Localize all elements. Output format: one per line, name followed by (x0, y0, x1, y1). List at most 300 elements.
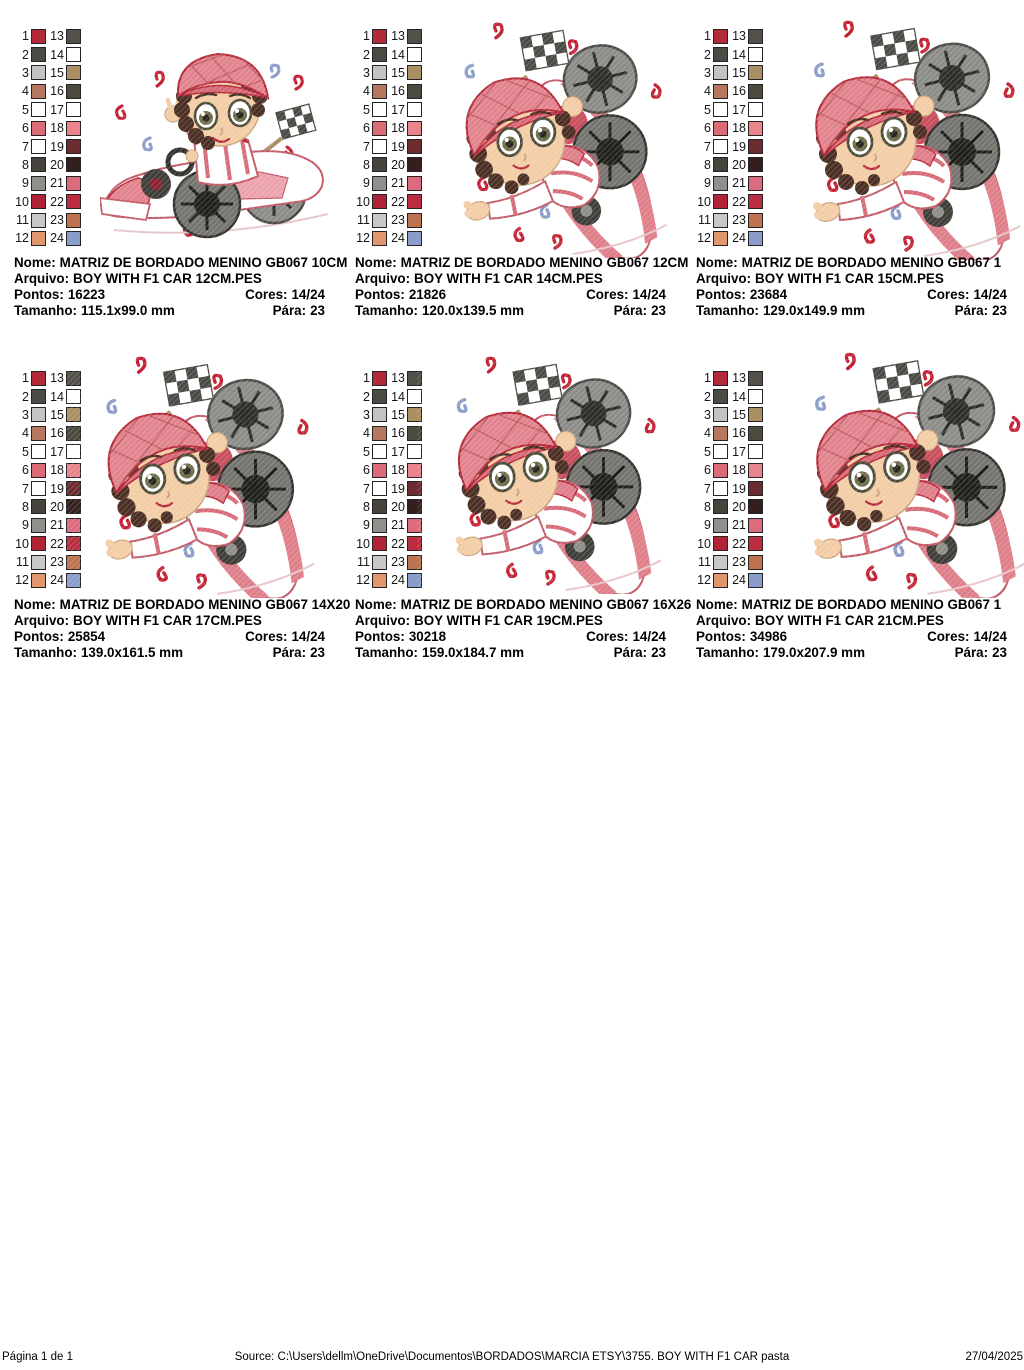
thread-number: 4 (22, 84, 29, 99)
palette-row (696, 27, 763, 45)
thread-number: 9 (363, 518, 370, 533)
thread-swatch (407, 157, 422, 172)
thread-swatch (31, 518, 46, 533)
thread-swatch (31, 47, 46, 62)
thread-swatch (407, 213, 422, 228)
thread-swatch (31, 84, 46, 99)
para-label: Pára: (272, 303, 307, 318)
palette-row (355, 535, 422, 553)
design-name-line (355, 597, 691, 613)
thread-swatch (748, 102, 763, 117)
para-label: Pára: (613, 303, 648, 318)
design-stitches-line (14, 287, 325, 303)
thread-swatch (31, 102, 46, 117)
thread-swatch (713, 102, 728, 117)
thread-swatch (713, 481, 728, 496)
thread-swatch (713, 47, 728, 62)
thread-number: 8 (363, 157, 370, 172)
stops-value: 23 (992, 303, 1007, 318)
thread-swatch (748, 213, 763, 228)
thread-number: 3 (22, 407, 29, 422)
thread-swatch (66, 176, 81, 191)
thread-number: 15 (391, 65, 405, 80)
cores-label: Cores: (586, 287, 629, 302)
thread-number: 17 (391, 102, 405, 117)
thread-swatch (372, 389, 387, 404)
cores-label: Cores: (245, 287, 288, 302)
thread-swatch (407, 29, 422, 44)
thread-swatch (748, 231, 763, 246)
thread-swatch (748, 499, 763, 514)
thread-swatch (31, 371, 46, 386)
thread-number: 23 (732, 555, 746, 570)
thread-swatch (372, 102, 387, 117)
design-name-value: MATRIZ DE BORDADO MENINO GB067 1 (741, 597, 1002, 612)
thread-number: 21 (732, 176, 746, 191)
palette-row (355, 553, 422, 571)
thread-number: 9 (704, 176, 711, 191)
thread-number: 6 (704, 463, 711, 478)
embroidery-design-thumbnail (774, 352, 1024, 598)
para-label: Pára: (613, 645, 648, 660)
tamanho-label: Tamanho: (14, 645, 77, 660)
thread-number: 22 (732, 194, 746, 209)
thread-swatch (372, 371, 387, 386)
tamanho-label: Tamanho: (696, 645, 759, 660)
thread-number: 5 (704, 102, 711, 117)
thread-swatch (713, 176, 728, 191)
thread-number: 13 (391, 29, 405, 44)
nome-label: Nome: (355, 597, 397, 612)
palette-row (355, 174, 422, 192)
thread-number: 15 (732, 407, 746, 422)
design-card (341, 362, 692, 674)
thread-number: 22 (391, 536, 405, 551)
size-value: 139.0x161.5 mm (80, 645, 183, 660)
palette-row (355, 387, 422, 405)
nome-label: Nome: (696, 255, 738, 270)
palette-row (696, 406, 763, 424)
thread-number: 4 (363, 84, 370, 99)
design-size-line (355, 645, 666, 661)
thread-swatch (31, 444, 46, 459)
thread-swatch (31, 176, 46, 191)
thread-number: 14 (732, 389, 746, 404)
thread-swatch (372, 463, 387, 478)
thread-swatch (748, 389, 763, 404)
thread-number: 7 (363, 139, 370, 154)
thread-swatch (713, 29, 728, 44)
design-name-value: MATRIZ DE BORDADO MENINO GB067 1 (741, 255, 1002, 270)
thread-swatch (713, 65, 728, 80)
arquivo-label: Arquivo: (355, 271, 411, 286)
thread-number: 5 (363, 444, 370, 459)
stitch-count-value: 34986 (749, 629, 788, 644)
thread-number: 1 (22, 29, 29, 44)
thread-swatch (31, 194, 46, 209)
thread-number: 14 (50, 389, 64, 404)
thread-number: 2 (363, 47, 370, 62)
thread-number: 24 (391, 573, 405, 588)
palette-row (696, 571, 763, 589)
palette-row (355, 229, 422, 247)
design-name-line (14, 255, 347, 271)
color-count-value: 14/24 (632, 629, 666, 644)
thread-swatch (713, 536, 728, 551)
thread-swatch (407, 47, 422, 62)
cores-label: Cores: (586, 629, 629, 644)
thread-swatch (31, 139, 46, 154)
thread-swatch (407, 65, 422, 80)
thread-swatch (713, 194, 728, 209)
design-card (682, 20, 1023, 332)
thread-swatch (748, 536, 763, 551)
palette-row (355, 443, 422, 461)
thread-swatch (748, 47, 763, 62)
cores-label: Cores: (927, 629, 970, 644)
thread-swatch (31, 231, 46, 246)
stops-value: 23 (651, 303, 666, 318)
design-card (0, 20, 348, 332)
tamanho-label: Tamanho: (14, 303, 77, 318)
design-file-value: BOY WITH F1 CAR 19CM.PES (414, 613, 603, 628)
thread-number: 21 (732, 518, 746, 533)
thread-swatch (748, 65, 763, 80)
palette-row (696, 82, 763, 100)
thread-number: 16 (50, 84, 64, 99)
thread-number: 12 (15, 231, 29, 246)
design-file-line (14, 613, 350, 629)
design-file-line (355, 613, 691, 629)
thread-swatch (372, 121, 387, 136)
thread-number: 17 (50, 102, 64, 117)
palette-row (355, 82, 422, 100)
thread-number: 1 (363, 371, 370, 386)
thread-number: 5 (704, 444, 711, 459)
thread-number: 15 (50, 65, 64, 80)
thread-swatch (713, 213, 728, 228)
design-size-line (696, 645, 1007, 661)
palette-row (14, 211, 81, 229)
thread-number: 17 (50, 444, 64, 459)
thread-number: 10 (697, 536, 711, 551)
thread-number: 15 (50, 407, 64, 422)
palette-row (696, 424, 763, 442)
thread-number: 10 (15, 536, 29, 551)
thread-swatch (372, 499, 387, 514)
design-stitches-line (14, 629, 325, 645)
thread-number: 1 (363, 29, 370, 44)
design-name-line (355, 255, 688, 271)
pontos-label: Pontos: (14, 287, 64, 302)
embroidery-design-thumbnail (100, 44, 332, 239)
thread-number: 13 (732, 371, 746, 386)
thread-number: 8 (704, 499, 711, 514)
thread-swatch (713, 426, 728, 441)
thread-swatch (31, 157, 46, 172)
design-meta (355, 597, 691, 661)
thread-number: 9 (363, 176, 370, 191)
thread-palette (355, 27, 422, 248)
thread-swatch (372, 139, 387, 154)
palette-row (14, 137, 81, 155)
thread-number: 7 (363, 481, 370, 496)
thread-number: 18 (391, 463, 405, 478)
embroidery-design-thumbnail (425, 22, 671, 258)
color-count-value: 14/24 (632, 287, 666, 302)
thread-number: 14 (50, 47, 64, 62)
thread-swatch (713, 444, 728, 459)
thread-number: 24 (50, 573, 64, 588)
thread-swatch (372, 29, 387, 44)
thread-number: 8 (704, 157, 711, 172)
thread-number: 12 (356, 231, 370, 246)
thread-number: 15 (391, 407, 405, 422)
design-file-line (696, 271, 1007, 287)
thread-swatch (31, 463, 46, 478)
thread-swatch (748, 176, 763, 191)
thread-number: 6 (363, 121, 370, 136)
palette-row (696, 211, 763, 229)
page-footer (0, 1351, 1024, 1367)
thread-number: 22 (50, 536, 64, 551)
thread-number: 11 (698, 213, 711, 228)
palette-row (14, 27, 81, 45)
thread-swatch (66, 194, 81, 209)
design-name-value: MATRIZ DE BORDADO MENINO GB067 16X26 (400, 597, 692, 612)
thread-number: 12 (697, 231, 711, 246)
design-file-line (355, 271, 688, 287)
thread-number: 24 (732, 231, 746, 246)
palette-row (696, 156, 763, 174)
stitch-count-value: 25854 (67, 629, 106, 644)
design-stitches-line (355, 629, 666, 645)
size-value: 129.0x149.9 mm (762, 303, 865, 318)
palette-row (14, 101, 81, 119)
thread-number: 11 (16, 555, 29, 570)
color-count-value: 14/24 (973, 629, 1007, 644)
palette-row (355, 156, 422, 174)
thread-swatch (748, 194, 763, 209)
thread-number: 10 (697, 194, 711, 209)
thread-number: 23 (391, 213, 405, 228)
pontos-label: Pontos: (14, 629, 64, 644)
palette-row (696, 516, 763, 534)
thread-swatch (372, 157, 387, 172)
palette-row (355, 571, 422, 589)
palette-row (14, 45, 81, 63)
thread-swatch (31, 29, 46, 44)
thread-number: 15 (732, 65, 746, 80)
thread-swatch (713, 463, 728, 478)
thread-swatch (748, 481, 763, 496)
design-stitches-line (696, 629, 1007, 645)
thread-number: 8 (22, 499, 29, 514)
palette-row (355, 119, 422, 137)
design-file-value: BOY WITH F1 CAR 15CM.PES (755, 271, 944, 286)
palette-row (696, 498, 763, 516)
thread-swatch (748, 555, 763, 570)
design-meta (14, 597, 350, 661)
thread-number: 2 (704, 47, 711, 62)
color-count-value: 14/24 (291, 629, 325, 644)
thread-number: 9 (704, 518, 711, 533)
palette-row (696, 461, 763, 479)
thread-number: 18 (50, 463, 64, 478)
arquivo-label: Arquivo: (696, 271, 752, 286)
palette-row (14, 193, 81, 211)
arquivo-label: Arquivo: (14, 271, 70, 286)
thread-swatch (31, 213, 46, 228)
thread-swatch (713, 139, 728, 154)
thread-swatch (748, 573, 763, 588)
palette-row (696, 119, 763, 137)
stitch-count-value: 30218 (408, 629, 447, 644)
nome-label: Nome: (696, 597, 738, 612)
thread-swatch (713, 84, 728, 99)
thread-number: 16 (732, 426, 746, 441)
thread-number: 1 (704, 371, 711, 386)
thread-number: 2 (22, 47, 29, 62)
nome-label: Nome: (14, 255, 56, 270)
thread-swatch (31, 65, 46, 80)
thread-number: 23 (391, 555, 405, 570)
design-size-line (355, 303, 666, 319)
thread-number: 13 (50, 371, 64, 386)
thread-number: 4 (363, 426, 370, 441)
palette-row (14, 174, 81, 192)
stops-value: 23 (310, 645, 325, 660)
design-file-value: BOY WITH F1 CAR 14CM.PES (414, 271, 603, 286)
stitch-count-value: 21826 (408, 287, 447, 302)
thread-number: 11 (16, 213, 29, 228)
thread-number: 19 (391, 481, 405, 496)
thread-number: 7 (704, 481, 711, 496)
thread-number: 10 (15, 194, 29, 209)
thread-number: 16 (732, 84, 746, 99)
source-path: Source: C:\Users\dellm\OneDrive\Documentos\BORDADOS\MARCIA ETSY\3755. BOY WITH F1 CAR pasta (234, 1351, 790, 1363)
thread-number: 16 (391, 84, 405, 99)
thread-number: 24 (50, 231, 64, 246)
nome-label: Nome: (355, 255, 397, 270)
thread-number: 19 (732, 481, 746, 496)
thread-number: 4 (704, 426, 711, 441)
palette-row (696, 443, 763, 461)
thread-swatch (66, 231, 81, 246)
stitch-count-value: 23684 (749, 287, 788, 302)
thread-number: 20 (50, 157, 64, 172)
design-meta (696, 597, 1007, 661)
thread-number: 21 (50, 518, 64, 533)
thread-swatch (372, 444, 387, 459)
thread-number: 7 (22, 481, 29, 496)
thread-swatch (31, 389, 46, 404)
color-count-value: 14/24 (291, 287, 325, 302)
palette-row (355, 101, 422, 119)
arquivo-label: Arquivo: (696, 613, 752, 628)
thread-number: 5 (363, 102, 370, 117)
thread-swatch (66, 102, 81, 117)
thread-number: 23 (732, 213, 746, 228)
thread-number: 6 (22, 463, 29, 478)
thread-swatch (372, 407, 387, 422)
thread-number: 3 (363, 407, 370, 422)
thread-swatch (407, 84, 422, 99)
thread-number: 20 (391, 499, 405, 514)
thread-swatch (372, 555, 387, 570)
palette-row (696, 64, 763, 82)
thread-swatch (372, 47, 387, 62)
design-name-line (696, 255, 1007, 271)
thread-swatch (372, 518, 387, 533)
thread-palette (355, 369, 422, 590)
thread-swatch (31, 499, 46, 514)
thread-swatch (748, 29, 763, 44)
thread-palette (14, 27, 81, 248)
thread-number: 24 (732, 573, 746, 588)
design-meta (696, 255, 1007, 319)
palette-row (355, 479, 422, 497)
thread-number: 16 (50, 426, 64, 441)
thread-swatch (66, 139, 81, 154)
palette-row (696, 479, 763, 497)
thread-number: 3 (22, 65, 29, 80)
thread-palette (696, 369, 763, 590)
para-label: Pára: (954, 645, 989, 660)
thread-number: 1 (22, 371, 29, 386)
thread-swatch (372, 231, 387, 246)
thread-number: 17 (391, 444, 405, 459)
thread-swatch (748, 463, 763, 478)
thread-number: 1 (704, 29, 711, 44)
thread-number: 11 (357, 213, 370, 228)
thread-number: 6 (22, 121, 29, 136)
thread-swatch (748, 371, 763, 386)
palette-row (355, 406, 422, 424)
palette-row (696, 553, 763, 571)
embroidery-design-thumbnail (774, 20, 1024, 260)
thread-number: 4 (704, 84, 711, 99)
thread-swatch (31, 481, 46, 496)
palette-row (355, 461, 422, 479)
thread-swatch (66, 29, 81, 44)
palette-row (14, 229, 81, 247)
embroidery-design-thumbnail (66, 356, 318, 598)
nome-label: Nome: (14, 597, 56, 612)
palette-row (696, 369, 763, 387)
thread-swatch (372, 481, 387, 496)
thread-swatch (713, 157, 728, 172)
palette-row (355, 498, 422, 516)
pontos-label: Pontos: (696, 287, 746, 302)
thread-number: 19 (50, 139, 64, 154)
thread-swatch (66, 65, 81, 80)
thread-number: 3 (704, 407, 711, 422)
thread-swatch (372, 426, 387, 441)
thread-number: 2 (22, 389, 29, 404)
thread-swatch (748, 426, 763, 441)
thread-swatch (713, 389, 728, 404)
thread-swatch (407, 139, 422, 154)
thread-swatch (372, 194, 387, 209)
arquivo-label: Arquivo: (355, 613, 411, 628)
thread-number: 16 (391, 426, 405, 441)
thread-number: 18 (732, 463, 746, 478)
palette-row (355, 424, 422, 442)
thread-swatch (748, 157, 763, 172)
thread-number: 22 (391, 194, 405, 209)
tamanho-label: Tamanho: (355, 303, 418, 318)
